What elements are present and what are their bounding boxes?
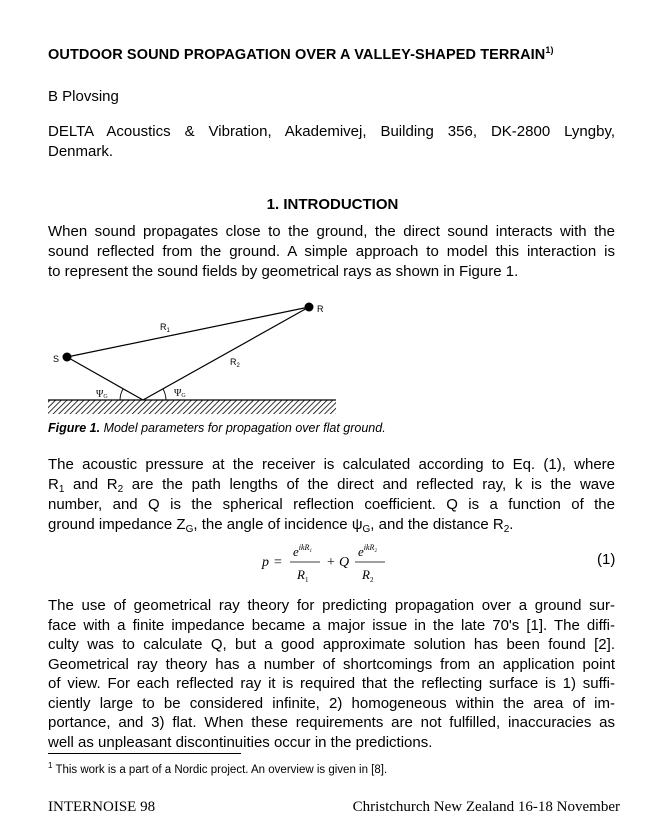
figure-caption: Figure 1. Model parameters for propagation over flat ground. — [48, 421, 386, 435]
label-psi-left: ΨG — [96, 389, 108, 400]
text-line: Geometrical ray theory has a number of shortcomings from an application point — [48, 655, 615, 673]
angle-arc-left — [120, 389, 123, 400]
text-line: $R_1$ and $R_2$ are the path lengths of the direct and reflected ray, k is the wave — [48, 476, 615, 495]
eq-equals: = — [274, 555, 282, 570]
paper-title: OUTDOOR SOUND PROPAGATION OVER A VALLEY-SHAPED TERRAIN$^{1)}$ — [48, 45, 554, 63]
equation-number: (1) — [597, 551, 616, 568]
receiver-point — [305, 303, 314, 312]
footnote-rule — [48, 753, 241, 754]
source-point — [63, 353, 72, 362]
eq-lhs: p — [262, 555, 269, 570]
label-r1: $R_1$ — [160, 322, 170, 334]
figure-1-diagram — [46, 296, 346, 420]
footer-conference: INTERNOISE 98 — [48, 799, 156, 815]
eq-plus: + — [327, 555, 335, 570]
title-footnote-mark: 1) — [545, 45, 554, 56]
pressure-paragraph — [48, 455, 615, 535]
footer-location: Christchurch New Zealand 16-18 November — [352, 799, 620, 815]
eq-num1: $e^{ikR}1$ — [293, 543, 312, 559]
label-r2: $R_2$ — [230, 357, 240, 369]
ground-surface — [48, 400, 336, 414]
direct-ray — [67, 307, 309, 357]
text-line: sound reflected from the ground. A simple approach to model this interaction is — [48, 243, 615, 260]
text-line: ground impedance $Z_G$, the angle of incidence $\psi_G$, and the distance $R_2$. — [48, 516, 514, 535]
eq-q: Q — [339, 555, 350, 570]
angle-arc-right — [163, 389, 166, 400]
reflected-ray — [143, 307, 309, 400]
text-line: culty was to calculate Q, but a good approximate solution has been found [2]. — [48, 636, 615, 653]
text-line: well as unpleasant discontinuities occur in the predictions. — [48, 733, 433, 751]
label-source: S — [53, 354, 60, 364]
text-line: The acoustic pressure at the receiver is calculated according to Eq. (1), where — [48, 456, 615, 473]
text-line: ciently large to be considered infinite, 2) homogeneous within the area of im- — [48, 694, 615, 712]
label-psi-right: ΨG — [174, 388, 186, 399]
footnote: $^1$ This work is a part of a Nordic project. An overview is given in [8]. — [48, 761, 388, 776]
text-line: The use of geometrical ray theory for predicting propagation over a ground sur- — [48, 597, 615, 614]
text-line: portance, and 3) flat. When these requirements are not fulfilled, inaccuracies as — [48, 714, 615, 731]
author: B Plovsing — [48, 88, 119, 105]
eq-den2: $R_2$ — [362, 567, 374, 584]
affiliation: DELTA Acoustics & Vibration, Akademivej, Building 356, DK-2800 Lyngby, Denmark. — [48, 123, 615, 160]
eq-num2: $e^{ikR}2$ — [358, 543, 377, 559]
ray-theory-paragraph — [48, 596, 615, 752]
equation-1 — [258, 537, 398, 587]
intro-paragraph — [48, 222, 615, 282]
text-line: of view. For each reflected ray it is required that the reflecting surface is 1) suffi- — [48, 675, 615, 692]
eq-den1: $R_1$ — [297, 567, 309, 584]
text-line: to represent the sound fields by geometrical rays as shown in Figure 1. — [48, 263, 519, 280]
label-receiver: R — [317, 304, 324, 314]
text-line: number, and Q is the spherical reflection coefficient. Q is a function of the — [48, 496, 615, 513]
text-line: face with a finite impedance became a major issue in the late 70's [1]. The diffi- — [48, 616, 615, 634]
section-heading: 1. INTRODUCTION — [266, 196, 399, 213]
text-line: When sound propagates close to the ground, the direct sound interacts with the — [48, 223, 615, 240]
